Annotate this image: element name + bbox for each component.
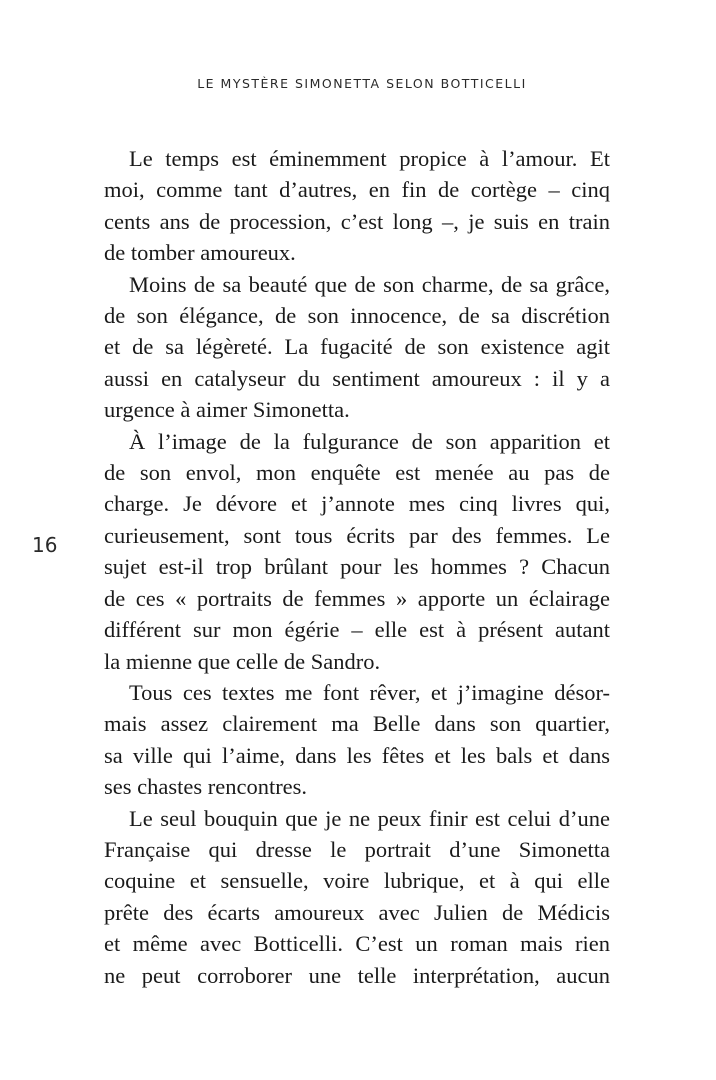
paragraph bbox=[104, 269, 610, 426]
text-line: différent sur mon égérie – elle est à présent autant bbox=[104, 617, 610, 643]
text-line: ses chastes rencontres. bbox=[104, 774, 308, 800]
text-line: urgence à aimer Simonetta. bbox=[104, 397, 350, 423]
text-line: moi, comme tant d’autres, en fin de cortège – cinq bbox=[104, 177, 610, 203]
text-line: ne peut corroborer une telle interprétation, aucun bbox=[104, 962, 610, 988]
text-line: de son élégance, de son innocence, de sa discrétion bbox=[104, 303, 610, 329]
text-line: de tomber amoureux. bbox=[104, 240, 296, 266]
paragraph bbox=[104, 677, 610, 803]
text-line: mais assez clairement ma Belle dans son quartier, bbox=[104, 711, 610, 737]
text-line: sa ville qui l’aime, dans les fêtes et les bals et dans bbox=[104, 742, 610, 768]
text-line: Le seul bouquin que je ne peux finir est celui d’une bbox=[129, 805, 610, 831]
text-line: aussi en catalyseur du sentiment amoureux : il y a bbox=[104, 365, 610, 391]
text-line: de ces « portraits de femmes » apporte un éclairage bbox=[104, 585, 610, 611]
paragraph bbox=[104, 803, 610, 991]
text-line: Moins de sa beauté que de son charme, de sa grâce, bbox=[129, 271, 610, 297]
paragraph bbox=[104, 426, 610, 677]
text-line: Le temps est éminemment propice à l’amour. Et bbox=[129, 146, 610, 171]
running-head: LE MYSTÈRE SIMONETTA SELON BOTTICELLI bbox=[197, 76, 527, 91]
paragraph bbox=[104, 143, 610, 269]
page-number: 16 bbox=[32, 533, 58, 557]
text-line: Française qui dresse le portrait d’une Simonetta bbox=[104, 836, 610, 862]
text-line: prête des écarts amoureux avec Julien de Médicis bbox=[104, 899, 610, 925]
text-line: curieusement, sont tous écrits par des femmes. Le bbox=[104, 522, 610, 548]
text-line: coquine et sensuelle, voire lubrique, et à qui elle bbox=[104, 868, 610, 894]
text-line: de son envol, mon enquête est menée au pas de bbox=[104, 460, 610, 486]
text-line: Tous ces textes me font rêver, et j’imagine désor- bbox=[129, 679, 610, 705]
body-text bbox=[104, 143, 610, 991]
text-line: et même avec Botticelli. C’est un roman mais rien bbox=[104, 931, 610, 957]
text-line: charge. Je dévore et j’annote mes cinq livres qui, bbox=[104, 491, 610, 517]
text-line: sujet est-il trop brûlant pour les hommes ? Chacun bbox=[104, 554, 610, 580]
text-line: cents ans de procession, c’est long –, je suis en train bbox=[104, 208, 610, 234]
text-line: la mienne que celle de Sandro. bbox=[104, 648, 381, 674]
text-line: À l’image de la fulgurance de son apparition et bbox=[129, 428, 610, 454]
text-line: et de sa légèreté. La fugacité de son existence agit bbox=[104, 334, 610, 360]
